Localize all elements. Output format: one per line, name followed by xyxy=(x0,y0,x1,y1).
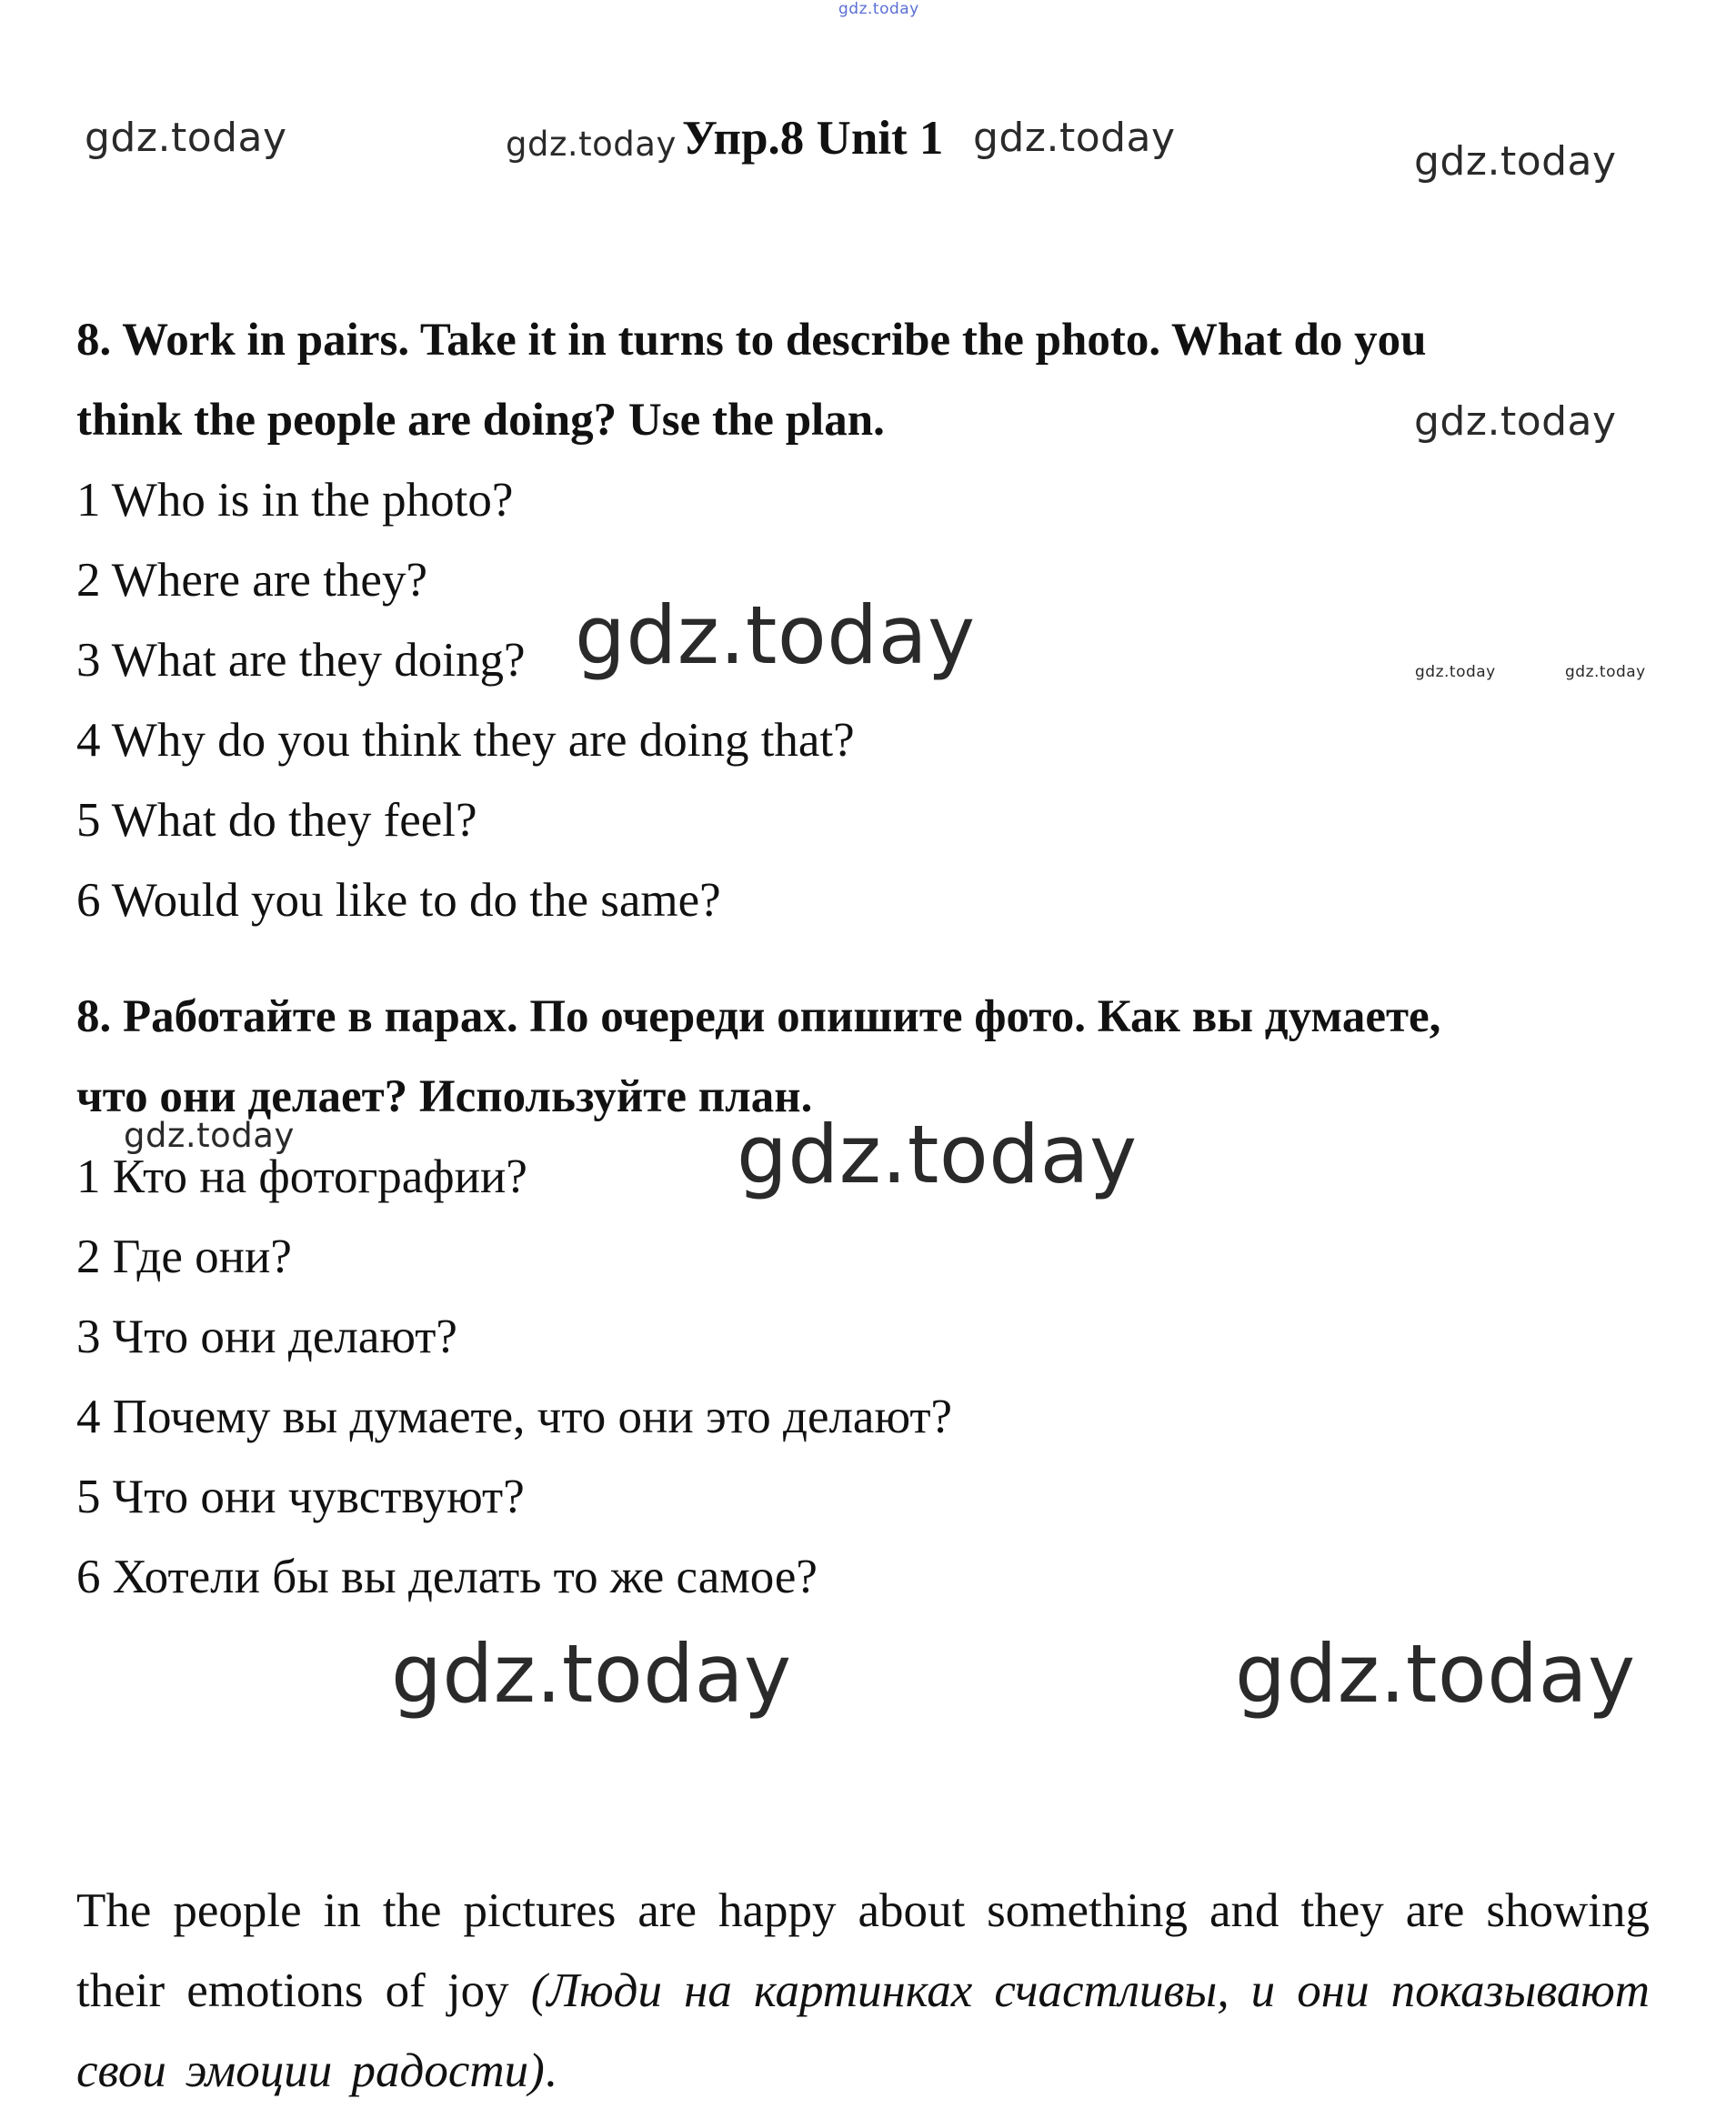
plan-item: 1 Кто на фотографии? xyxy=(76,1150,527,1203)
answer-english: The people in the pictures are happy about something and they are showing their emotions of joy xyxy=(76,1884,1650,2017)
watermark-mid-left: gdz.today xyxy=(124,1116,295,1155)
watermark-small-2: gdz.today xyxy=(1565,663,1646,681)
watermark-right-1: gdz.today xyxy=(1414,398,1617,445)
task-russian-plan-list xyxy=(76,1137,1650,1617)
answer-russian-translation: (Люди на картинках счастливы, и они показывают свои эмоции радости) xyxy=(76,1964,1651,2097)
task-english-heading-line1: 8. Work in pairs. Take it in turns to describe the photo. What do you xyxy=(76,315,1427,366)
plan-item: 4 Почему вы думаете, что они это делают? xyxy=(76,1391,953,1443)
task-russian-heading-line1: 8. Работайте в парах. По очереди опишите фото. Как вы думаете, xyxy=(76,991,1441,1042)
watermark-header-right: gdz.today xyxy=(1414,138,1617,185)
plan-item: 1 Who is in the photo? xyxy=(76,474,514,527)
task-english xyxy=(76,300,1650,940)
watermark-large-1: gdz.today xyxy=(575,588,976,682)
watermark-large-4: gdz.today xyxy=(1235,1627,1636,1721)
plan-item: 4 Why do you think they are doing that? xyxy=(76,714,855,767)
plan-item: 3 Что они делают? xyxy=(76,1311,457,1363)
watermark-small-1: gdz.today xyxy=(1415,663,1496,681)
plan-item: 6 Would you like to do the same? xyxy=(76,874,721,927)
task-english-heading xyxy=(76,300,1650,460)
watermark-large-2: gdz.today xyxy=(737,1108,1138,1201)
plan-item: 2 Где они? xyxy=(76,1230,292,1283)
task-english-plan-list xyxy=(76,460,1650,940)
plan-item: 5 Что они чувствуют? xyxy=(76,1471,525,1523)
task-russian xyxy=(76,977,1650,1617)
plan-item: 2 Where are they? xyxy=(76,554,427,607)
watermark-header-left: gdz.today xyxy=(85,115,287,161)
answer-paragraph xyxy=(76,1871,1650,2111)
answer-period: . xyxy=(544,2044,557,2097)
plan-item: 6 Хотели бы вы делать то же самое? xyxy=(76,1551,818,1603)
task-russian-heading xyxy=(76,977,1650,1137)
watermark-top: gdz.today xyxy=(838,0,919,18)
task-russian-heading-line2: что они делает? Используйте план. xyxy=(76,1071,813,1122)
plan-item: 5 What do they feel? xyxy=(76,794,477,847)
plan-item: 3 What are they doing? xyxy=(76,634,526,687)
task-english-heading-line2: think the people are doing? Use the plan. xyxy=(76,395,885,446)
watermark-large-3: gdz.today xyxy=(391,1627,792,1721)
page-title: Упр.8 Unit 1 xyxy=(682,112,944,165)
watermark-header-center-right: gdz.today xyxy=(973,115,1176,161)
watermark-header-center-left: gdz.today xyxy=(506,125,677,164)
